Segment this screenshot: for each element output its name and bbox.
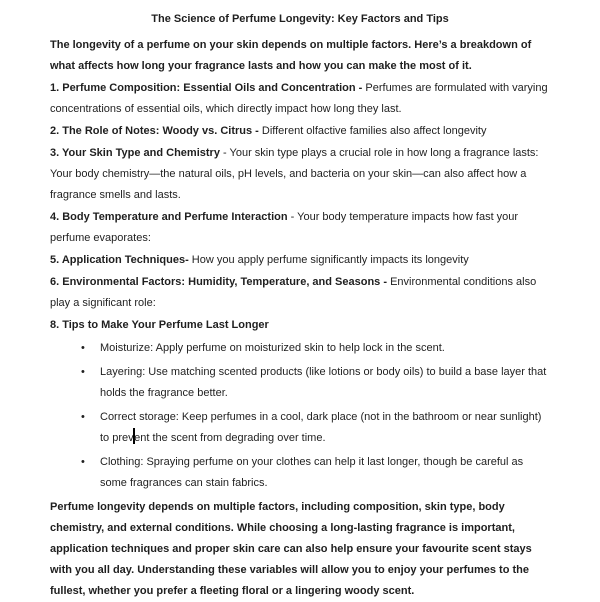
tips-list	[50, 338, 550, 494]
section-5-heading: 5. Application Techniques-	[50, 254, 189, 266]
section-2-heading: 2. The Role of Notes: Woody vs. Citrus -	[50, 125, 262, 137]
list-item	[50, 407, 550, 449]
section-paragraph-5	[50, 250, 550, 271]
tip-layering-text: Layering: Use matching scented products (like lotions or body oils) to build a base layer that holds the fragrance better.	[100, 366, 547, 399]
section-6-body: Environmental conditions also play a significant role:	[50, 276, 537, 309]
tip-storage-text-before-caret: Correct storage: Keep perfumes in a cool, dark place (not in the bathroom or near sunlight) to prev	[100, 411, 542, 444]
tip-clothing-text: Clothing: Spraying perfume on your clothes can help it last longer, though be careful as some fragrances can stain fabrics.	[100, 456, 524, 489]
section-4-heading: 4. Body Temperature and Perfume Interaction	[50, 211, 288, 223]
tip-moisturize-text: Moisturize: Apply perfume on moisturized skin to help lock in the scent.	[100, 342, 445, 354]
section-paragraph-4	[50, 207, 550, 249]
section-3-heading: 3. Your Skin Type and Chemistry	[50, 147, 220, 159]
list-item	[50, 362, 550, 404]
tip-storage-text-after-caret: ent the scent from degrading over time.	[134, 432, 326, 444]
section-paragraph-6	[50, 272, 550, 314]
section-3-body: - Your skin type plays a crucial role in how long a fragrance lasts: Your body chemistry—the natural oils, pH levels, and bacteria on your skin—can also affect how a fragrance smells and lasts.	[50, 147, 539, 201]
intro-paragraph: The longevity of a perfume on your skin depends on multiple factors. Here’s a breakdown of what affects how long your fragrance lasts and how you can make the most of it.	[50, 39, 532, 72]
section-6-heading: 6. Environmental Factors: Humidity, Temperature, and Seasons -	[50, 276, 391, 288]
section-paragraph-3	[50, 143, 550, 206]
tips-heading: 8. Tips to Make Your Perfume Last Longer	[50, 319, 269, 331]
section-5-body: How you apply perfume significantly impacts its longevity	[188, 254, 469, 266]
section-paragraph-2	[50, 121, 550, 142]
conclusion-paragraph: Perfume longevity depends on multiple factors, including composition, skin type, body chemistry, and external conditions. While choosing a long-lasting fragrance is important, application techniques and proper skin care can also help ensure your favourite scent stays with you all day. Understanding these variables will allow you to enjoy your perfumes to the fullest, whether you prefer a fleeting floral or a lingering woody scent.	[50, 501, 532, 597]
section-paragraph-1	[50, 78, 550, 120]
list-item	[50, 452, 550, 494]
document-title: The Science of Perfume Longevity: Key Factors and Tips	[151, 13, 449, 25]
list-item	[50, 338, 550, 359]
section-4-body: - Your body temperature impacts how fast your perfume evaporates:	[50, 211, 519, 244]
section-1-body: Perfumes are formulated with varying concentrations of essential oils, which directly impact how long they last.	[50, 82, 548, 115]
section-1-heading: 1. Perfume Composition: Essential Oils and Concentration -	[50, 82, 366, 94]
section-2-body: Different olfactive families also affect longevity	[261, 125, 487, 137]
